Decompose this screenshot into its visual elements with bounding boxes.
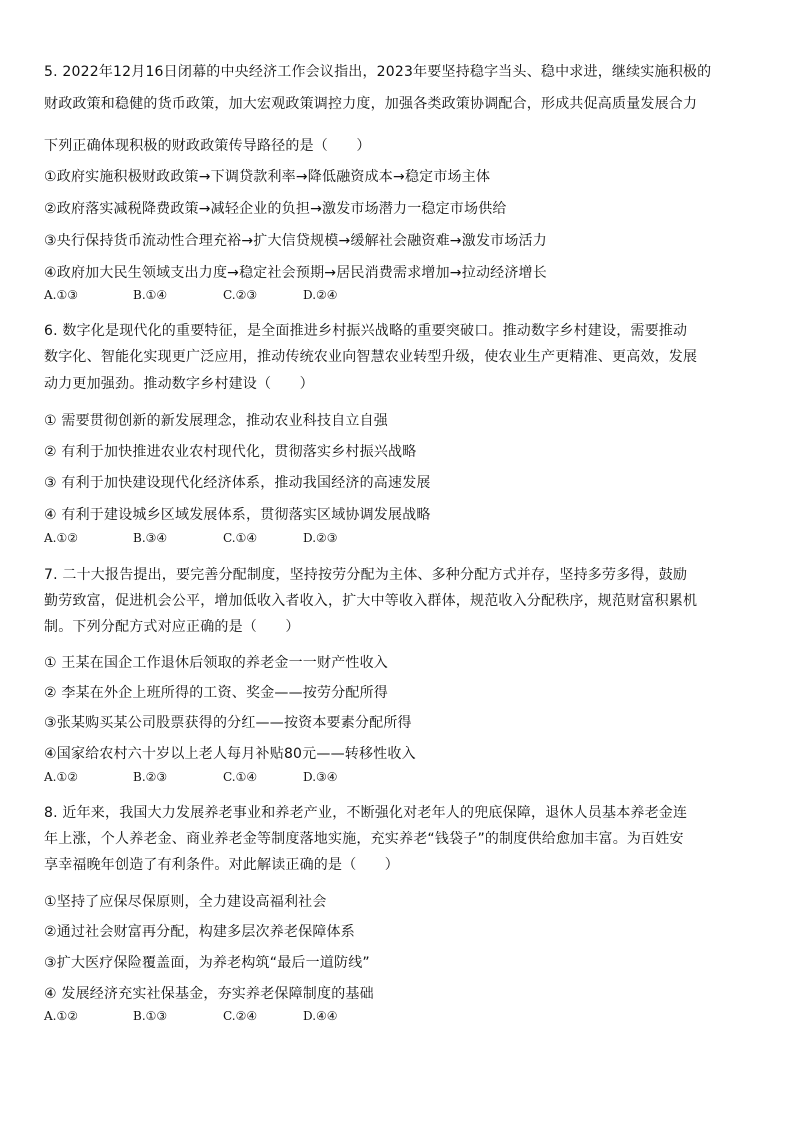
option-b[interactable]: B.③④ bbox=[133, 531, 168, 545]
question-8-stem-line-1: 8. 近年来，我国大力发展养老事业和养老产业，不断强化对老年人的兜底保障，退休人员基本养老金连 bbox=[44, 805, 688, 821]
option-c[interactable]: C.②③ bbox=[223, 288, 258, 302]
question-5-item-3: ③央行保持货币流动性合理充裕→扩大信贷规模→缓解社会融资难→激发市场活力 bbox=[44, 233, 547, 249]
question-6-item-4: ④ 有利于建设城乡区域发展体系，贯彻落实区域协调发展战略 bbox=[44, 507, 431, 523]
option-b[interactable]: B.②③ bbox=[133, 770, 168, 784]
question-5-stem-line-1: 5. 2022年12月16日闭幕的中央经济工作会议指出，2023年要坚持稳字当头、稳中求进，继续实施积极的 bbox=[44, 64, 712, 80]
option-c[interactable]: C.①④ bbox=[223, 531, 258, 545]
option-b[interactable]: B.①④ bbox=[133, 288, 168, 302]
question-8-stem-line-3: 享幸福晚年创造了有利条件。对此解读正确的是（ ） bbox=[44, 857, 399, 873]
question-5-item-4: ④政府加大民生领域支出力度→稳定社会预期→居民消费需求增加→拉动经济增长 bbox=[44, 265, 547, 281]
question-5-stem-line-3: 下列正确体现积极的财政政策传导路径的是（ ） bbox=[44, 138, 371, 154]
question-7-stem-line-3: 制。下列分配方式对应正确的是（ ） bbox=[44, 619, 300, 635]
question-6-item-3: ③ 有利于加快建设现代化经济体系，推动我国经济的高速发展 bbox=[44, 475, 431, 491]
question-7-item-2: ② 李某在外企上班所得的工资、奖金——按劳分配所得 bbox=[44, 685, 388, 701]
option-d[interactable]: D.②④ bbox=[303, 288, 338, 302]
option-a[interactable]: A.①② bbox=[44, 1009, 78, 1023]
question-7-stem-line-1: 7. 二十大报告提出，要完善分配制度，坚持按劳分配为主体、多种分配方式并存，坚持多劳多得，鼓励 bbox=[44, 567, 688, 583]
option-b[interactable]: B.①③ bbox=[133, 1009, 168, 1023]
question-7-item-1: ① 王某在国企工作退休后领取的养老金一一财产性收入 bbox=[44, 655, 388, 671]
question-7-item-3: ③张某购买某公司股票获得的分红——按资本要素分配所得 bbox=[44, 715, 412, 731]
option-a[interactable]: A.①② bbox=[44, 770, 78, 784]
question-5-stem-line-2: 财政政策和稳健的货币政策，加大宏观政策调控力度，加强各类政策协调配合，形成共促高质量发展合力 bbox=[44, 96, 698, 112]
question-5-item-1: ①政府实施积极财政政策→下调贷款利率→降低融资成本→稳定市场主体 bbox=[44, 169, 491, 185]
question-7-item-4: ④国家给农村六十岁以上老人每月补贴80元——转移性收入 bbox=[44, 746, 416, 762]
question-6-item-2: ② 有利于加快推进农业农村现代化，贯彻落实乡村振兴战略 bbox=[44, 444, 417, 460]
option-d[interactable]: D.④④ bbox=[303, 1009, 338, 1023]
question-8-item-4: ④ 发展经济充实社保基金，夯实养老保障制度的基础 bbox=[44, 986, 374, 1002]
question-6-stem-line-3: 动力更加强劲。推动数字乡村建设（ ） bbox=[44, 376, 314, 392]
question-8-stem-line-2: 年上涨，个人养老金、商业养老金等制度落地实施，充实养老“钱袋子”的制度供给愈加丰富。为百姓安 bbox=[44, 831, 684, 847]
question-8-item-2: ②通过社会财富再分配，构建多层次养老保障体系 bbox=[44, 924, 355, 940]
option-d[interactable]: D.②③ bbox=[303, 531, 338, 545]
option-c[interactable]: C.①④ bbox=[223, 770, 258, 784]
option-a[interactable]: A.①③ bbox=[44, 288, 78, 302]
option-a[interactable]: A.①② bbox=[44, 531, 78, 545]
option-d[interactable]: D.③④ bbox=[303, 770, 338, 784]
question-6-stem-line-2: 数字化、智能化实现更广泛应用，推动传统农业向智慧农业转型升级，使农业生产更精准、更高效，发展 bbox=[44, 349, 698, 365]
question-7-stem-line-2: 勤劳致富，促进机会公平，增加低收入者收入，扩大中等收入群体，规范收入分配秩序，规范财富积累机 bbox=[44, 593, 698, 609]
question-8-item-3: ③扩大医疗保险覆盖面，为养老构筑“最后一道防线” bbox=[44, 955, 370, 971]
option-c[interactable]: C.②④ bbox=[223, 1009, 258, 1023]
question-8-item-1: ①坚持了应保尽保原则，全力建设高福利社会 bbox=[44, 894, 327, 910]
question-6-item-1: ① 需要贯彻创新的新发展理念，推动农业科技自立自强 bbox=[44, 413, 388, 429]
question-6-stem-line-1: 6. 数字化是现代化的重要特征，是全面推进乡村振兴战略的重要突破口。推动数字乡村建设，需要推动 bbox=[44, 323, 688, 339]
question-5-item-2: ②政府落实减税降费政策→减轻企业的负担→激发市场潜力一稳定市场供给 bbox=[44, 201, 507, 217]
